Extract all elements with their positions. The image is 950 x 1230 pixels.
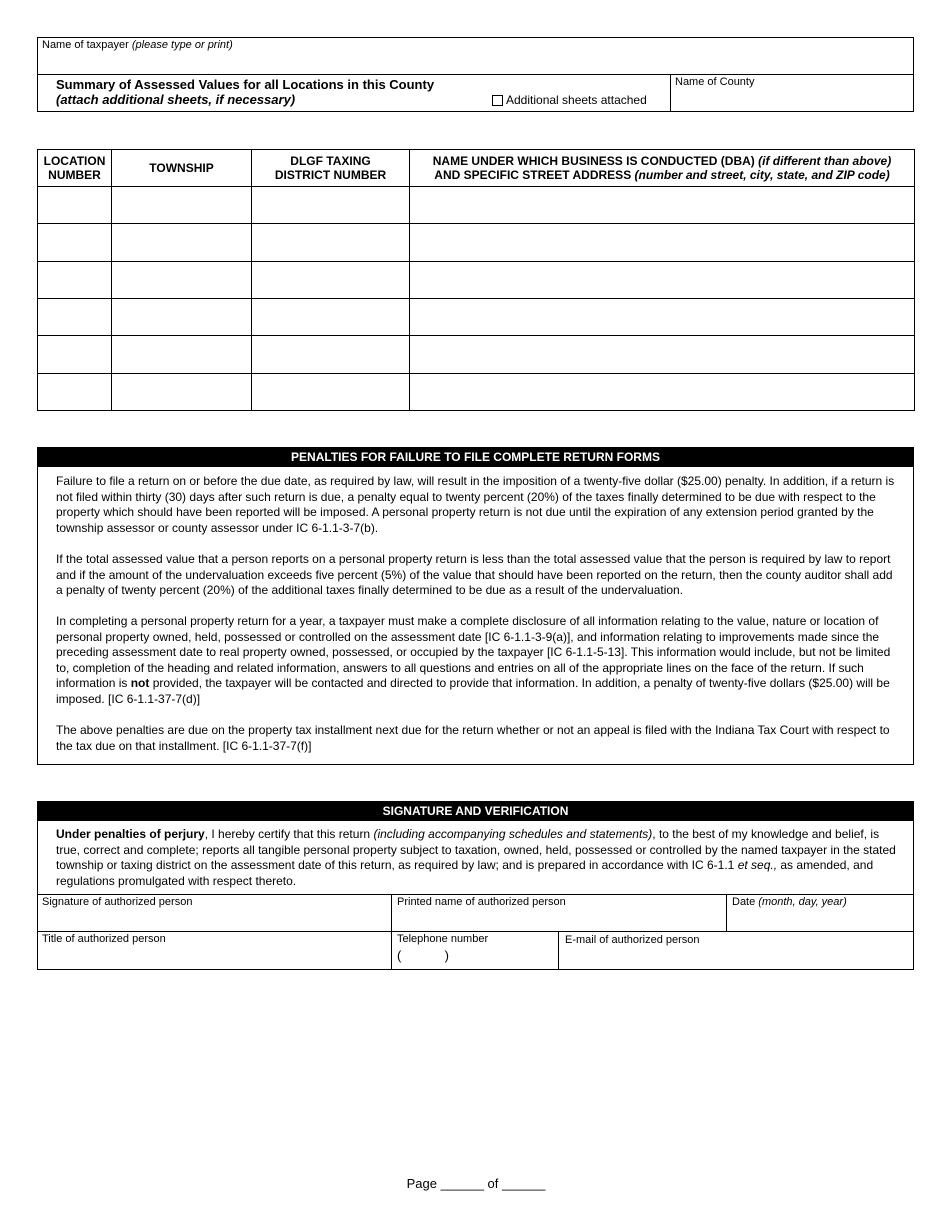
locations-table xyxy=(37,149,915,411)
dlgf-cell[interactable] xyxy=(252,336,410,373)
township-header: TOWNSHIP xyxy=(112,150,252,187)
title-label: Title of authorized person xyxy=(42,933,166,945)
date-label: Date xyxy=(732,896,759,908)
dba-address-cell[interactable] xyxy=(410,373,915,410)
county-name-label: Name of County xyxy=(675,76,755,88)
table-row xyxy=(38,187,915,224)
township-cell[interactable] xyxy=(112,336,252,373)
taxpayer-name-label: Name of taxpayer xyxy=(42,39,132,51)
title-field[interactable] xyxy=(42,933,166,945)
summary-title: Summary of Assessed Values for all Locations in this County xyxy=(56,77,435,92)
divider xyxy=(670,74,671,111)
dlgf-cell[interactable] xyxy=(252,224,410,261)
dba-address-cell[interactable] xyxy=(410,336,915,373)
township-cell[interactable] xyxy=(112,187,252,224)
divider xyxy=(558,931,559,969)
summary-subtitle: (attach additional sheets, if necessary) xyxy=(56,92,296,107)
additional-sheets-label: Additional sheets attached xyxy=(506,93,647,107)
dlgf-header xyxy=(252,150,410,187)
header-text: (if different than above) xyxy=(758,154,892,168)
header-text: LOCATION xyxy=(43,154,106,168)
dba-address-header xyxy=(410,150,915,187)
paragraph-text: In completing a personal property return for a year, a taxpayer must make a complete disclosure of all information relating to the value, nature or location of personal property owned, held, possessed or controlled on the assessment date [IC 6-1.1-3-9(a)], and information relating to improvements made since the preceding assessment date to real property owned, possessed, or occupied by the taxpayer [IC 6-1.1-5-13]. This information would include, but not be limited to, completion of the heading and related information, answers to all questions and entries on all of the appropriate lines on the face of the return. If such information is xyxy=(56,614,891,690)
location-number-cell[interactable] xyxy=(38,261,112,298)
township-cell[interactable] xyxy=(112,224,252,261)
dba-address-cell[interactable] xyxy=(410,187,915,224)
dba-address-cell[interactable] xyxy=(410,261,915,298)
signature-field[interactable] xyxy=(42,896,192,908)
divider xyxy=(38,894,913,895)
signature-title: SIGNATURE AND VERIFICATION xyxy=(38,802,913,821)
penalty-paragraph-3 xyxy=(56,614,901,707)
telephone-label: Telephone number xyxy=(397,933,489,945)
email-label: E-mail of authorized person xyxy=(565,934,700,946)
table-row xyxy=(38,373,915,410)
dlgf-cell[interactable] xyxy=(252,261,410,298)
email-field[interactable] xyxy=(565,934,700,946)
table-row xyxy=(38,336,915,373)
page-number: Page ______ of ______ xyxy=(406,1176,546,1191)
telephone-area-code: ( ) xyxy=(397,948,449,963)
statement-italic: et seq., xyxy=(737,858,778,872)
printed-name-label: Printed name of authorized person xyxy=(397,896,566,908)
dba-address-cell[interactable] xyxy=(410,224,915,261)
divider xyxy=(38,931,913,932)
header-text: (number and street, city, state, and ZIP code) xyxy=(634,168,890,182)
taxpayer-name-note: (please type or print) xyxy=(131,39,233,51)
taxpayer-name-field[interactable] xyxy=(42,39,233,51)
date-field[interactable] xyxy=(732,896,847,908)
table-row xyxy=(38,298,915,335)
date-note: (month, day, year) xyxy=(758,896,847,908)
table-row xyxy=(38,224,915,261)
township-cell[interactable] xyxy=(112,373,252,410)
header-text: NUMBER xyxy=(48,168,101,182)
dlgf-cell[interactable] xyxy=(252,187,410,224)
table-header-row xyxy=(38,150,915,187)
perjury-emphasis: Under penalties of perjury xyxy=(56,827,205,841)
location-number-cell[interactable] xyxy=(38,298,112,335)
location-number-cell[interactable] xyxy=(38,373,112,410)
township-cell[interactable] xyxy=(112,298,252,335)
location-number-cell[interactable] xyxy=(38,336,112,373)
printed-name-field[interactable] xyxy=(397,896,566,908)
statement-italic: (including accompanying schedules and statements) xyxy=(373,827,653,841)
penalties-title: PENALTIES FOR FAILURE TO FILE COMPLETE RETURN FORMS xyxy=(38,448,913,467)
additional-sheets-option[interactable] xyxy=(492,93,647,107)
penalty-paragraph-4: The above penalties are due on the property tax installment next due for the return whether or not an appeal is filed with the Indiana Tax Court with respect to the tax due on that installment. [IC 6-1.1-37-7(f)] xyxy=(56,723,890,753)
header-text: DISTRICT NUMBER xyxy=(274,168,387,182)
dlgf-cell[interactable] xyxy=(252,373,410,410)
location-number-cell[interactable] xyxy=(38,224,112,261)
signature-label: Signature of authorized person xyxy=(42,896,193,908)
penalty-paragraph-2: If the total assessed value that a person reports on a personal property return is less than the total assessed value that the person is required by law to report and if the amount of the undervaluation exceeds five percent (5%) of the value that should have been reported on the return, then the county auditor shall add a penalty of twenty percent (20%) of the additional taxes finally determined to be due as a result of the undervaluation. xyxy=(56,552,893,597)
statement-text: as amended, and regulations promulgated with respect thereto. xyxy=(56,858,874,888)
divider xyxy=(391,894,392,969)
location-number-header xyxy=(38,150,112,187)
additional-sheets-checkbox[interactable] xyxy=(492,95,503,106)
certification-statement xyxy=(56,827,901,889)
township-cell[interactable] xyxy=(112,261,252,298)
signature-section xyxy=(37,801,914,970)
header-text: DLGF TAXING xyxy=(290,154,371,168)
dba-address-cell[interactable] xyxy=(410,298,915,335)
divider xyxy=(726,894,727,931)
telephone-field[interactable] xyxy=(397,933,488,945)
statement-text: , to the best of my knowledge and belief, is true, correct and complete; reports all tangible personal property subject to taxation, owned, held, possessed or controlled by the named taxpayer in the stated township or taxing district on the assessment date of this return, as required by law; and is prepared in accordance with IC 6-1.1 xyxy=(56,827,896,872)
location-number-cell[interactable] xyxy=(38,187,112,224)
table-row xyxy=(38,261,915,298)
header-box xyxy=(37,37,914,112)
penalties-section xyxy=(37,447,914,765)
emphasis-not: not xyxy=(130,676,150,690)
statement-text: , I hereby certify that this return xyxy=(204,827,374,841)
penalty-paragraph-1: Failure to file a return on or before the due date, as required by law, will result in the imposition of a twenty-five dollar ($25.00) penalty. In addition, if a return is not filed within thirty (30) days after such return is due, a penalty equal to twenty percent (20%) of the taxes finally determined to be due with respect to the property which should have been reported will be imposed. A personal property return is not due until the expiration of any extension period granted by the township assessor or county assessor under IC 6-1.1-3-7(b). xyxy=(56,474,895,535)
header-text: NAME UNDER WHICH BUSINESS IS CONDUCTED (DBA) xyxy=(432,154,759,168)
divider xyxy=(38,74,913,75)
header-text: AND SPECIFIC STREET ADDRESS xyxy=(434,168,635,182)
paragraph-text: provided, the taxpayer will be contacted and directed to provide that information. In addition, a penalty of twenty-five dollars ($25.00) will be imposed. [IC 6-1.1-37-7(d)] xyxy=(56,676,890,706)
dlgf-cell[interactable] xyxy=(252,298,410,335)
